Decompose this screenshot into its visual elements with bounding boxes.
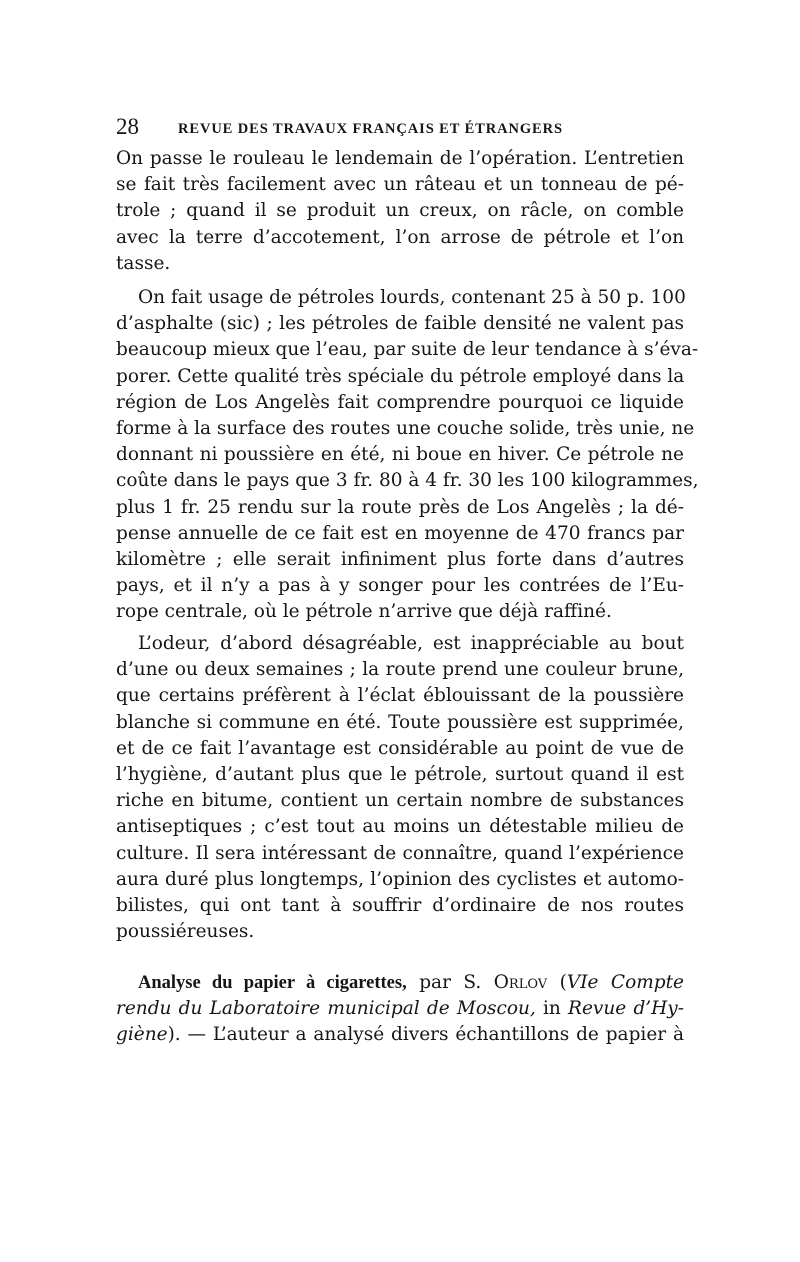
- text-line: bilistes, qui ont tant à souffrir d’ordinaire de nos routes: [116, 894, 684, 916]
- article-heading: Analyse du papier à cigarettes,: [138, 973, 407, 993]
- article-journal-cont: giène: [116, 1024, 168, 1046]
- article-source: VIe Compte: [566, 972, 684, 993]
- text-line: trole ; quand il se produit un creux, on râcle, on comble: [116, 200, 684, 222]
- article-text: ). — L’auteur a analysé divers échantillons de papier à: [167, 1024, 684, 1046]
- article-journal: Revue d’Hy-: [568, 998, 684, 1020]
- text-line: et de ce fait l’avantage est considérable au point de vue de: [116, 737, 684, 759]
- text-line: se fait très facilement avec un râteau et un tonneau de pé-: [116, 174, 684, 196]
- article-source-cont: rendu du Laboratoire municipal de Moscou,: [116, 998, 536, 1020]
- text-line: donnant ni poussière en été, ni boue en hiver. Ce pétrole ne: [116, 444, 684, 466]
- text-line: aura duré plus longtemps, l’opinion des cyclistes et automo-: [116, 868, 684, 890]
- article-in: in: [535, 998, 569, 1020]
- text-line: tasse.: [116, 252, 171, 274]
- text-line: l’hygiène, d’autant plus que le pétrole, surtout quand il est: [116, 763, 684, 785]
- page-number: 28: [116, 114, 139, 139]
- text-line: rope centrale, où le pétrole n’arrive que déjà raffiné.: [116, 601, 612, 623]
- text-line: kilomètre ; elle serait infiniment plus forte dans d’autres: [116, 548, 684, 570]
- text-line: [116, 996, 684, 1022]
- paragraph-heavy-petroleum: [116, 285, 699, 625]
- text-line: On passe le rouleau le lendemain de l’opération. L’entretien: [116, 148, 684, 169]
- text-line: culture. Il sera intéressant de connaître, quand l’expérience: [116, 842, 684, 864]
- text-line: pense annuelle de ce fait est en moyenne de 470 francs par: [116, 522, 684, 544]
- text-line: que certains préfèrent à l’éclat éblouissant de la poussière: [116, 685, 684, 707]
- text-line: coûte dans le pays que 3 fr. 80 à 4 fr. 30 les 100 kilogrammes,: [116, 470, 699, 492]
- paragraph-road-maintenance: [116, 146, 684, 277]
- text-line: région de Los Angelès fait comprendre pourquoi ce liquide: [116, 391, 684, 413]
- text-line: antiseptiques ; c’est tout au moins un détestable milieu de: [116, 816, 684, 838]
- text-line: forme à la surface des routes une couche solide, très unie, ne: [116, 417, 695, 439]
- article-by: par S.: [406, 972, 494, 993]
- article-author: Orlov: [493, 972, 548, 993]
- text-line: porer. Cette qualité très spéciale du pétrole employé dans la: [116, 365, 685, 387]
- text-line: blanche si commune en été. Toute poussière est supprimée,: [116, 711, 684, 733]
- text-line: L’odeur, d’abord désagréable, est inappréciable au bout: [138, 633, 684, 654]
- article-paren: (: [547, 972, 567, 993]
- article-heading-line: [116, 970, 684, 996]
- article-cigarette-paper: [116, 970, 684, 1049]
- text-line: plus 1 fr. 25 rendu sur la route près de Los Angelès ; la dé-: [116, 496, 684, 518]
- text-line: d’une ou deux semaines ; la route prend une couleur brune,: [116, 659, 684, 681]
- running-title: REVUE DES TRAVAUX FRANÇAIS ET ÉTRANGERS: [178, 121, 563, 137]
- running-head: [116, 114, 686, 144]
- text-line: On fait usage de pétroles lourds, contenant 25 à 50 p. 100: [138, 287, 686, 308]
- text-line: poussiéreuses.: [116, 921, 255, 943]
- text-line: avec la terre d’accotement, l’on arrose de pétrole et l’on: [116, 226, 684, 248]
- text-line: beaucoup mieux que l’eau, par suite de leur tendance à s’éva-: [116, 339, 699, 361]
- paragraph-odour-hygiene: [116, 631, 684, 945]
- text-line: riche en bitume, contient un certain nombre de substances: [116, 790, 684, 812]
- text-line: d’asphalte (sic) ; les pétroles de faible densité ne valent pas: [116, 313, 684, 335]
- text-line: pays, et il n’y a pas à y songer pour les contrées de l’Eu-: [116, 575, 684, 597]
- text-line: [116, 1022, 684, 1048]
